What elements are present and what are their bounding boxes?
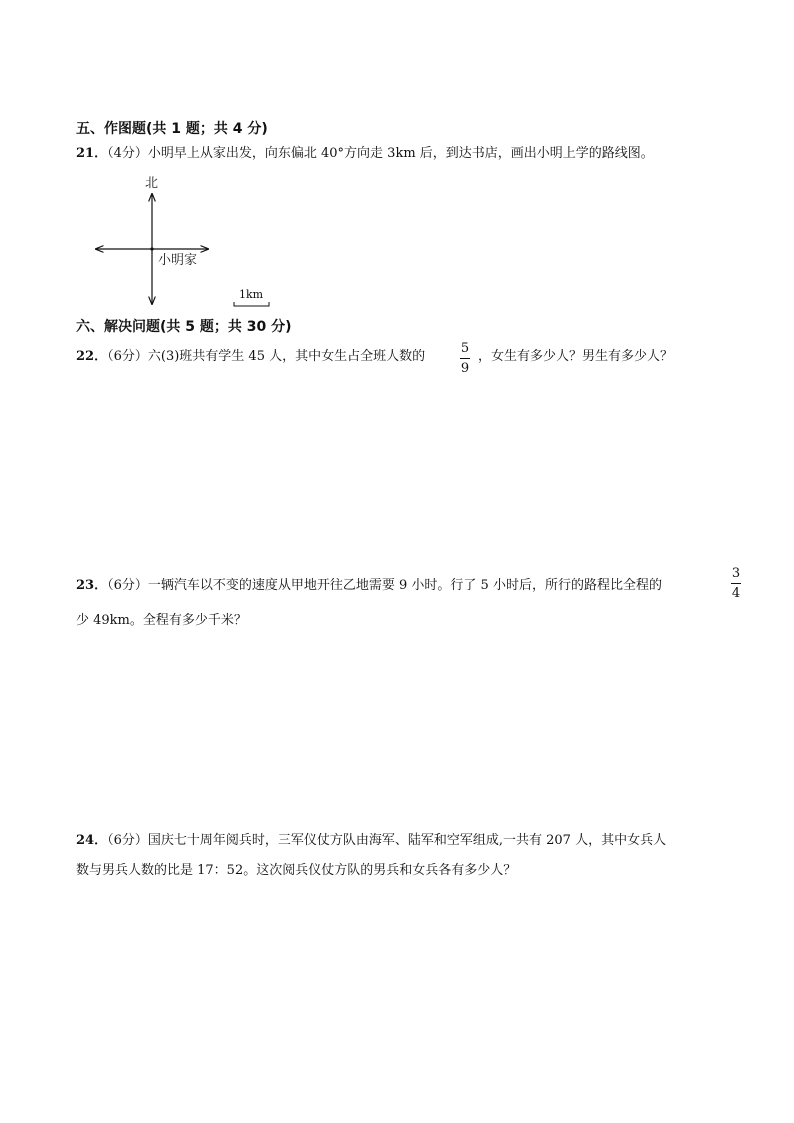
- direction-diagram: [90, 170, 290, 312]
- fraction-denominator: 9: [460, 361, 470, 376]
- question-21: [76, 145, 654, 163]
- fraction-numerator: 3: [731, 566, 741, 581]
- question-text: 六(3)班共有学生 45 人，其中女生占全班人数的: [147, 349, 426, 364]
- question-text: 小明早上从家出发，向东偏北 40°方向走 3km 后，到达书店，画出小明上学的路线图。: [147, 146, 654, 161]
- section-heading-problems: 六、解决问题(共 5 题；共 30 分): [76, 319, 292, 335]
- fraction-bar: [731, 583, 741, 584]
- question-22: [76, 348, 425, 366]
- home-point: [150, 247, 153, 250]
- fraction-5-9: [460, 341, 470, 376]
- question-number: 22．: [76, 349, 108, 364]
- question-number: 24．: [76, 833, 108, 848]
- question-24: [76, 832, 666, 850]
- question-23: [76, 577, 662, 595]
- question-number: 23．: [76, 578, 108, 593]
- north-label: 北: [145, 176, 159, 191]
- fraction-denominator: 4: [731, 586, 741, 601]
- question-points: （6分）: [107, 578, 148, 593]
- question-number: 21．: [76, 146, 108, 161]
- fraction-numerator: 5: [460, 341, 470, 356]
- home-label: 小明家: [158, 253, 198, 268]
- section-heading-drawing: 五、作图题(共 1 题；共 4 分): [76, 121, 268, 137]
- question-23-line2: 少 49km。全程有多少千米？: [76, 613, 247, 628]
- fraction-bar: [460, 358, 470, 359]
- question-text: 一辆汽车以不变的速度从甲地开往乙地需要 9 小时。行了 5 小时后，所行的路程比全程的: [147, 578, 662, 593]
- question-points: （6分）: [107, 833, 148, 848]
- question-points: （4分）: [107, 146, 148, 161]
- question-text: 国庆七十周年阅兵时，三军仪仗方队由海军、陆军和空军组成,一共有 207 人，其中女兵人: [147, 833, 667, 848]
- fraction-3-4: [731, 566, 741, 601]
- question-points: （6分）: [107, 349, 148, 364]
- scale-bar: [234, 302, 269, 306]
- question-22-continuation: ，女生有多少人？男生有多少人？: [478, 349, 674, 364]
- question-24-line2: 数与男兵人数的比是 17：52。这次阅兵仪仗方队的男兵和女兵各有多少人？: [76, 863, 517, 878]
- scale-label: 1km: [239, 288, 264, 301]
